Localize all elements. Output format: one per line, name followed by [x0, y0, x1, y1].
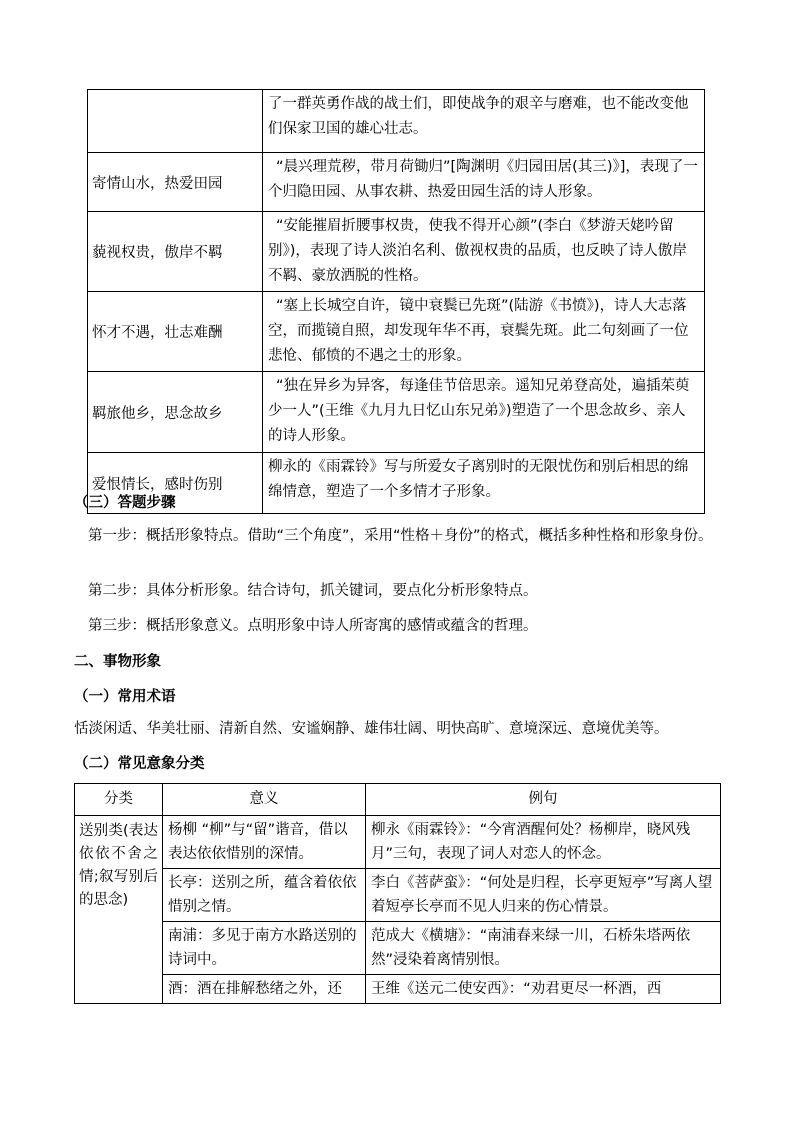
row-content: “晨兴理荒秽，带月荷锄归”[陶渊明《归园田居(其三)》]，表现了一个归隐田园、从事农耕、热爱田园生活的诗人形象。 [263, 153, 705, 212]
section-heading-steps: （三）答题步骤 [74, 495, 176, 511]
header-meaning: 意义 [163, 784, 366, 816]
example-cell: 李白《菩萨蛮》：“何处是归程，长亭更短亭”写离人望着短亭长亭而不见人归来的伤心情景。 [366, 869, 721, 922]
row-content: “独在异乡为异客，每逢佳节倍思亲。遥知兄弟登高处，遍插茱萸少一人”(王维《九月九日忆山东兄弟》)塑造了一个思念故乡、亲人的诗人形象。 [263, 372, 705, 453]
table-row [88, 372, 705, 453]
terms-text: 恬淡闲适、华美壮丽、清新自然、安谧娴静、雄伟壮阔、明快高旷、意境深远、意境优美等。 [74, 721, 669, 737]
meaning-cell: 杨柳 “柳”与“留”谐音，借以表达依依惜别的深情。 [163, 816, 366, 869]
poet-image-table [87, 89, 705, 514]
header-example: 例句 [366, 784, 721, 816]
example-cell: 王维《送元二使安西》：“劝君更尽一杯酒，西 [366, 975, 721, 1004]
table-row [75, 975, 721, 1004]
step-3: 第三步：概括形象意义。点明形象中诗人所寄寓的感情或蕴含的哲理。 [88, 618, 538, 634]
example-cell: 柳永《雨霖铃》：“今宵酒醒何处？杨柳岸，晓风残月”三句，表现了词人对恋人的怀念。 [366, 816, 721, 869]
table-row [88, 212, 705, 292]
section-heading: 二、事物形象 [74, 654, 161, 670]
example-cell: 范成大《横塘》：“南浦春来绿一川，石桥朱塔两依然”浸染着离情别恨。 [366, 922, 721, 975]
row-content: “塞上长城空自许，镜中衰鬓已先斑”(陆游《书愤》)，诗人大志落空，而揽镜自照，却发现年华不再，衰鬓先斑。此二句刻画了一位悲怆、郁愤的不遇之士的形象。 [263, 292, 705, 372]
row-content: 了一群英勇作战的战士们，即使战争的艰辛与磨难，也不能改变他们保家卫国的雄心壮志。 [263, 90, 705, 153]
table-row [88, 153, 705, 212]
row-label: 怀才不遇，壮志难酬 [88, 292, 263, 372]
meaning-cell: 南浦：多见于南方水路送别的诗词中。 [163, 922, 366, 975]
subsection-heading-imagery: （二）常见意象分类 [74, 756, 205, 772]
row-label [88, 90, 263, 153]
header-category: 分类 [75, 784, 163, 816]
table-row [88, 453, 705, 514]
row-content: “安能摧眉折腰事权贵，使我不得开心颜”(李白《梦游天姥吟留别》)，表现了诗人淡泊名利、傲视权贵的品质，也反映了诗人傲岸不羁、豪放洒脱的性格。 [263, 212, 705, 292]
table-row [75, 816, 721, 869]
row-content: 柳永的《雨霖铃》写与所爱女子离别时的无限忧伤和别后相思的绵绵情意，塑造了一个多情才子形象。 [263, 453, 705, 514]
table-row [88, 292, 705, 372]
row-label: 寄情山水，热爱田园 [88, 153, 263, 212]
meaning-cell: 长亭：送别之所，蕴含着依依惜别之情。 [163, 869, 366, 922]
imagery-table [74, 783, 721, 1004]
table-header-row [75, 784, 721, 816]
step-2: 第二步：具体分析形象。结合诗句，抓关键词，要点化分析形象特点。 [88, 583, 538, 599]
meaning-cell: 酒：酒在排解愁绪之外，还 [163, 975, 366, 1004]
step-1: 第一步：概括形象特点。借助“三个角度”，采用“性格＋身份”的格式，概括多种性格和形象身份。 [88, 528, 713, 544]
table-row [75, 922, 721, 975]
subsection-heading-terms: （一）常用术语 [74, 689, 176, 705]
row-label: 羁旅他乡，思念故乡 [88, 372, 263, 453]
table-row [75, 869, 721, 922]
table-row [88, 90, 705, 153]
row-label: 爱恨情长，感时伤别 [88, 453, 263, 514]
category-cell: 送别类(表达依依不舍之情;叙写别后的思念) [75, 816, 163, 1004]
row-label: 藐视权贵，傲岸不羁 [88, 212, 263, 292]
